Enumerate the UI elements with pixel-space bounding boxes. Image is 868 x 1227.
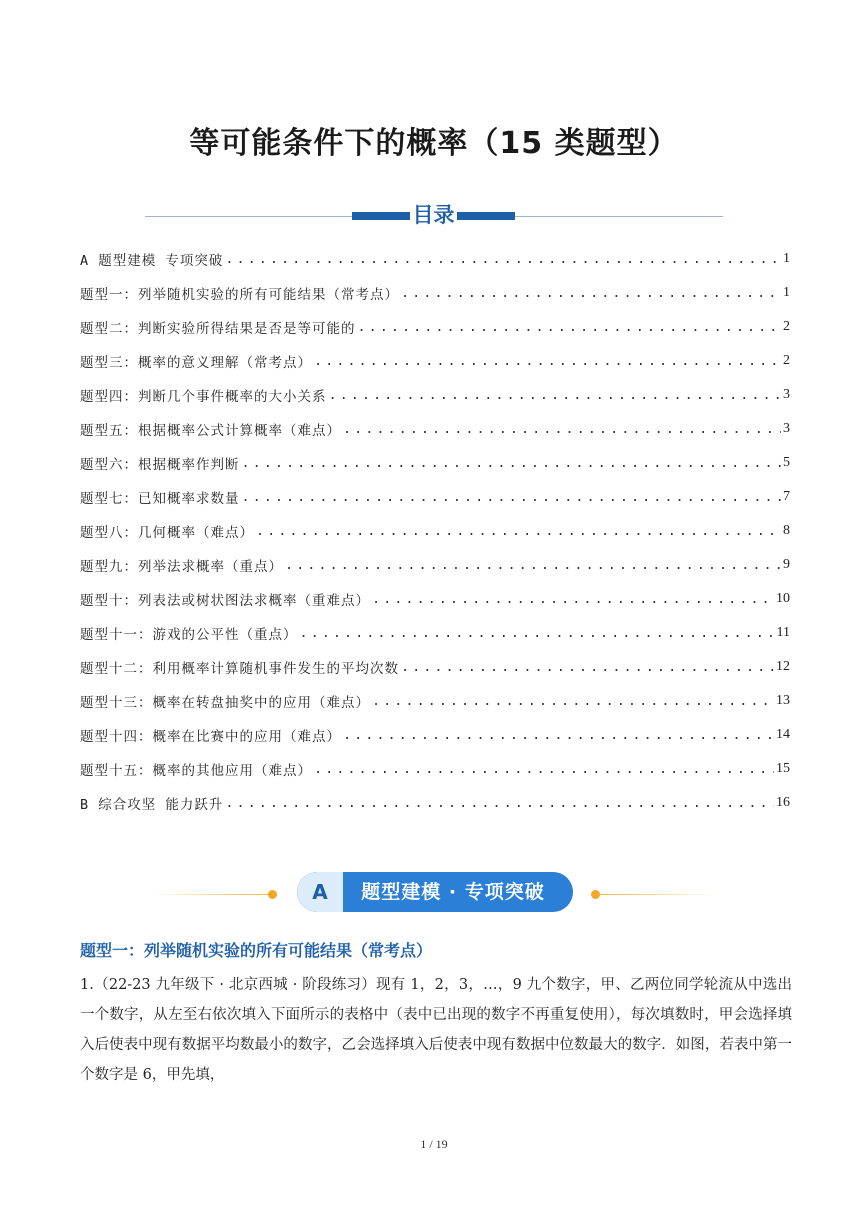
question-paragraph: 1.（22-23 九年级下 · 北京西城 · 阶段练习）现有 1，2，3，…，9 九个数字，甲、乙两位同学轮流从中选出一个数字，从左至右依次填入下面所示的表格中（表中已出现的数字不再重复使用），每次填数时，甲会选择填入后使表中现有数据平均数最小的数字，乙会选择填入后使表中现有数据中位数最大的数字．如图，若表中第一个数字是 6，甲先填， [80, 977, 792, 1083]
toc-entry-title: 题型十：列表法或树状图法求概率（重难点） [80, 593, 370, 609]
toc-entry-title: 题型十三：概率在转盘抽奖中的应用（难点） [80, 695, 370, 711]
toc-leader-dots [256, 523, 781, 539]
toc-leader-dots [242, 455, 782, 471]
toc-entry-page: 12 [776, 659, 790, 674]
toc-entry-title: 题型十四：概率在比赛中的应用（难点） [80, 729, 341, 745]
banner-text: 题型建模 · 专项突破 [361, 881, 545, 903]
table-of-contents [80, 242, 790, 820]
toc-entry-title: 题型二：判断实验所得结果是否是等可能的 [80, 321, 356, 337]
toc-entry-page: 3 [783, 387, 790, 402]
toc-entry-page: 2 [783, 353, 790, 368]
banner-rule-left [150, 894, 270, 895]
toc-leader-dots [314, 761, 774, 777]
toc-heading-label: 目录 [410, 200, 457, 230]
toc-entry-title: 题型五：根据概率公式计算概率（难点） [80, 423, 341, 439]
toc-entry-title: 题型一：列举随机实验的所有可能结果（常考点） [80, 287, 399, 303]
toc-entry-page: 1 [783, 285, 790, 300]
toc-entry-page: 11 [776, 625, 790, 640]
toc-entry[interactable] [80, 310, 790, 344]
banner-dot-left [268, 890, 277, 899]
toc-heading-bar-right [457, 212, 515, 220]
toc-leader-dots [343, 421, 781, 437]
toc-leader-dots [372, 591, 774, 607]
toc-heading-bar-left [352, 212, 410, 220]
page-title: 等可能条件下的概率（15 类题型） [189, 126, 679, 161]
toc-entry[interactable] [80, 752, 790, 786]
toc-entry-page: 15 [776, 761, 790, 776]
toc-entry[interactable] [80, 412, 790, 446]
toc-entry[interactable] [80, 514, 790, 548]
toc-entry-title: 题型八：几何概率（难点） [80, 525, 254, 541]
toc-entry[interactable] [80, 616, 790, 650]
toc-leader-dots [225, 251, 781, 267]
banner-rule-right [598, 894, 718, 895]
toc-entry-title: B 综合攻坚 能力跃升 [80, 797, 224, 813]
toc-leader-dots [242, 489, 782, 505]
toc-entry-page: 2 [783, 319, 790, 334]
toc-entry-title: 题型十一：游戏的公平性（重点） [80, 627, 298, 643]
toc-entry-page: 8 [783, 523, 790, 538]
toc-entry[interactable] [80, 480, 790, 514]
toc-entry[interactable] [80, 548, 790, 582]
toc-entry[interactable] [80, 446, 790, 480]
toc-entry[interactable] [80, 786, 790, 820]
toc-leader-dots [401, 285, 781, 301]
section-banner [150, 872, 718, 912]
toc-entry[interactable] [80, 718, 790, 752]
toc-entry-page: 1 [783, 251, 790, 266]
toc-leader-dots [358, 319, 782, 335]
toc-leader-dots [329, 387, 782, 403]
toc-entry[interactable] [80, 242, 790, 276]
toc-entry-page: 10 [776, 591, 790, 606]
toc-leader-dots [225, 795, 774, 811]
toc-entry-page: 7 [783, 489, 790, 504]
toc-entry[interactable] [80, 378, 790, 412]
toc-entry[interactable] [80, 684, 790, 718]
toc-leader-dots [401, 659, 774, 675]
banner-letter: A [312, 880, 328, 904]
toc-leader-dots [343, 727, 774, 743]
toc-entry[interactable] [80, 650, 790, 684]
toc-leader-dots [300, 625, 775, 641]
toc-entry-page: 5 [783, 455, 790, 470]
toc-entry-page: 9 [783, 557, 790, 572]
toc-entry[interactable] [80, 276, 790, 310]
banner-pill [297, 872, 573, 912]
toc-entry-page: 13 [776, 693, 790, 708]
toc-entry[interactable] [80, 344, 790, 378]
toc-entry-title: 题型七：已知概率求数量 [80, 491, 240, 507]
page-number: 1 / 19 [420, 1137, 448, 1151]
toc-entry[interactable] [80, 582, 790, 616]
toc-entry-page: 3 [783, 421, 790, 436]
toc-entry-page: 16 [776, 795, 790, 810]
toc-entry-page: 14 [776, 727, 790, 742]
toc-entry-title: 题型四：判断几个事件概率的大小关系 [80, 389, 327, 405]
banner-letter-badge [297, 872, 343, 912]
toc-heading [145, 200, 723, 230]
toc-entry-title: 题型十二：利用概率计算随机事件发生的平均次数 [80, 661, 399, 677]
toc-leader-dots [314, 353, 781, 369]
toc-leader-dots [372, 693, 774, 709]
toc-entry-title: 题型九：列举法求概率（重点） [80, 559, 283, 575]
toc-leader-dots [285, 557, 781, 573]
toc-entry-title: 题型六：根据概率作判断 [80, 457, 240, 473]
toc-entry-title: A 题型建模 专项突破 [80, 253, 224, 269]
section-title: 题型一：列举随机实验的所有可能结果（常考点） [80, 941, 433, 960]
toc-entry-title: 题型十五：概率的其他应用（难点） [80, 763, 312, 779]
toc-entry-title: 题型三：概率的意义理解（常考点） [80, 355, 312, 371]
